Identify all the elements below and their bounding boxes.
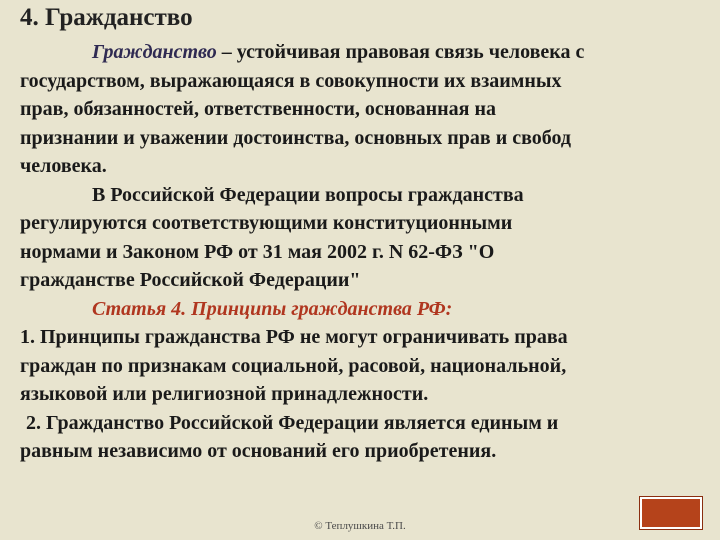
definition-line-3: прав, обязанностей, ответственности, основанная на xyxy=(20,98,497,120)
definition-line-2: государством, выражающаяся в совокупности их взаимных xyxy=(20,69,562,92)
point1-line-1: 1. Принципы гражданства РФ не могут ограничивать права xyxy=(20,326,568,348)
footer-copyright: © Теплушкина Т.П. xyxy=(314,520,406,532)
definition-line-5: человека. xyxy=(20,155,107,177)
slide-title: 4. Гражданство xyxy=(20,4,193,31)
point1-line-2: граждан по признакам социальной, расовой, национальной, xyxy=(20,354,567,377)
article-heading: Статья 4. Принципы гражданства РФ: xyxy=(92,297,453,320)
definition-line-1-rest: – устойчивая правовая связь человека с xyxy=(216,41,585,63)
definition-line-4: признании и уважении достоинства, основных прав и свобод xyxy=(20,126,572,149)
regulation-line-1: В Российской Федерации вопросы гражданства xyxy=(92,183,524,206)
next-slide-button[interactable] xyxy=(640,497,702,529)
point1-line-3: языковой или религиозной принадлежности. xyxy=(20,383,429,405)
term-citizenship: Гражданство xyxy=(92,41,217,63)
regulation-line-2: регулируются соответствующими конституционными xyxy=(20,212,513,234)
definition-line-1 xyxy=(20,38,700,67)
regulation-line-3: нормами и Законом РФ от 31 мая 2002 г. N 62-ФЗ "О xyxy=(20,240,495,263)
point2-line-1: 2. Гражданство Российской Федерации является единым и xyxy=(26,411,559,434)
point2-line-2: равным независимо от оснований его приобретения. xyxy=(20,440,497,462)
regulation-line-4: гражданстве Российской Федерации" xyxy=(20,269,361,291)
slide-body xyxy=(20,38,700,466)
